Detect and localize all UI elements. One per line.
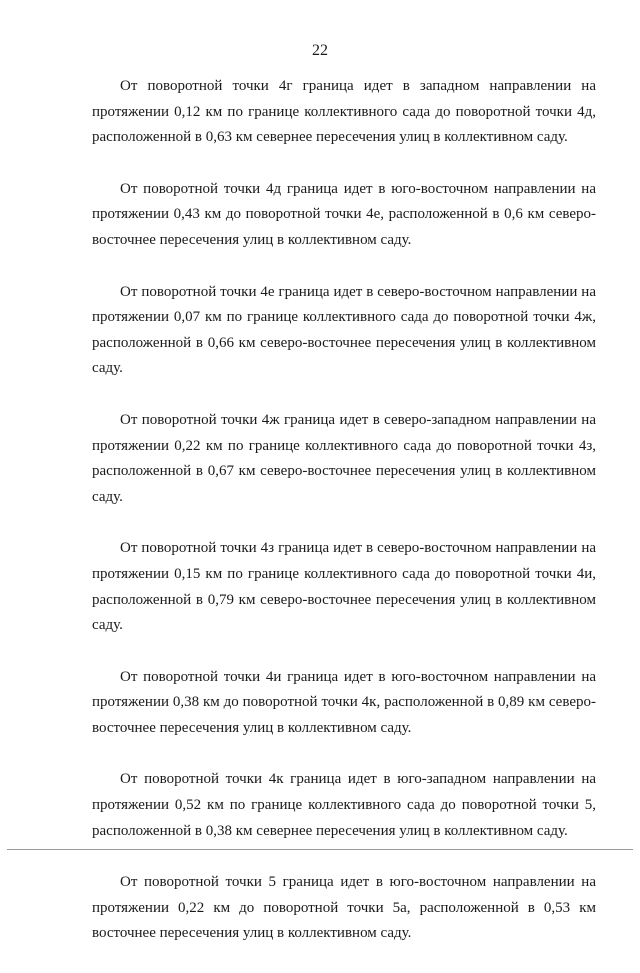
paragraph-1: От поворотной точки 4г граница идет в западном направлении на протяжении 0,12 км по границе коллективного сада до поворотной точки 4д, расположенной в 0,63 км севернее пересечения улиц в коллективном саду.: [92, 78, 596, 146]
paragraph-4: От поворотной точки 4ж граница идет в северо-западном направлении на протяжении 0,22 км по границе коллективного сада до поворотной точки 4з, расположенной в 0,67 км северо-восточнее пересечения улиц в коллективном саду.: [92, 411, 596, 505]
paragraph-7: От поворотной точки 4к граница идет в юго-западном направлении на протяжении 0,52 км по границе коллективного сада до поворотной точки 5, расположенной в 0,38 км севернее пересечения улиц в коллективном саду.: [92, 771, 596, 839]
paragraph-6: От поворотной точки 4и граница идет в юго-восточном направлении на протяжении 0,38 км до поворотной точки 4к, расположенной в 0,89 км северо-восточнее пересечения улиц в коллективном саду.: [92, 668, 596, 736]
paragraph-2: От поворотной точки 4д граница идет в юго-восточном направлении на протяжении 0,43 км до поворотной точки 4е, расположенной в 0,6 км северо-восточнее пересечения улиц в коллективном саду.: [92, 180, 596, 248]
paragraph-8: От поворотной точки 5 граница идет в юго-восточном направлении на протяжении 0,22 км до поворотной точки 5а, расположенной в 0,53 км восточнее пересечения улиц в коллективном саду.: [92, 874, 596, 942]
page-bottom-divider: [7, 849, 633, 850]
paragraph-5: От поворотной точки 4з граница идет в северо-восточном направлении на протяжении 0,15 км по границе коллективного сада до поворотной точки 4и, расположенной в 0,79 км северо-восточнее пересечения улиц в коллективном саду.: [92, 540, 596, 634]
page-number: 22: [312, 42, 328, 59]
paragraph-3: От поворотной точки 4е граница идет в северо-восточном направлении на протяжении 0,07 км по границе коллективного сада до поворотной точки 4ж, расположенной в 0,66 км северо-восточнее пересечения улиц в коллективном саду.: [92, 283, 596, 377]
document-body: [92, 74, 596, 973]
